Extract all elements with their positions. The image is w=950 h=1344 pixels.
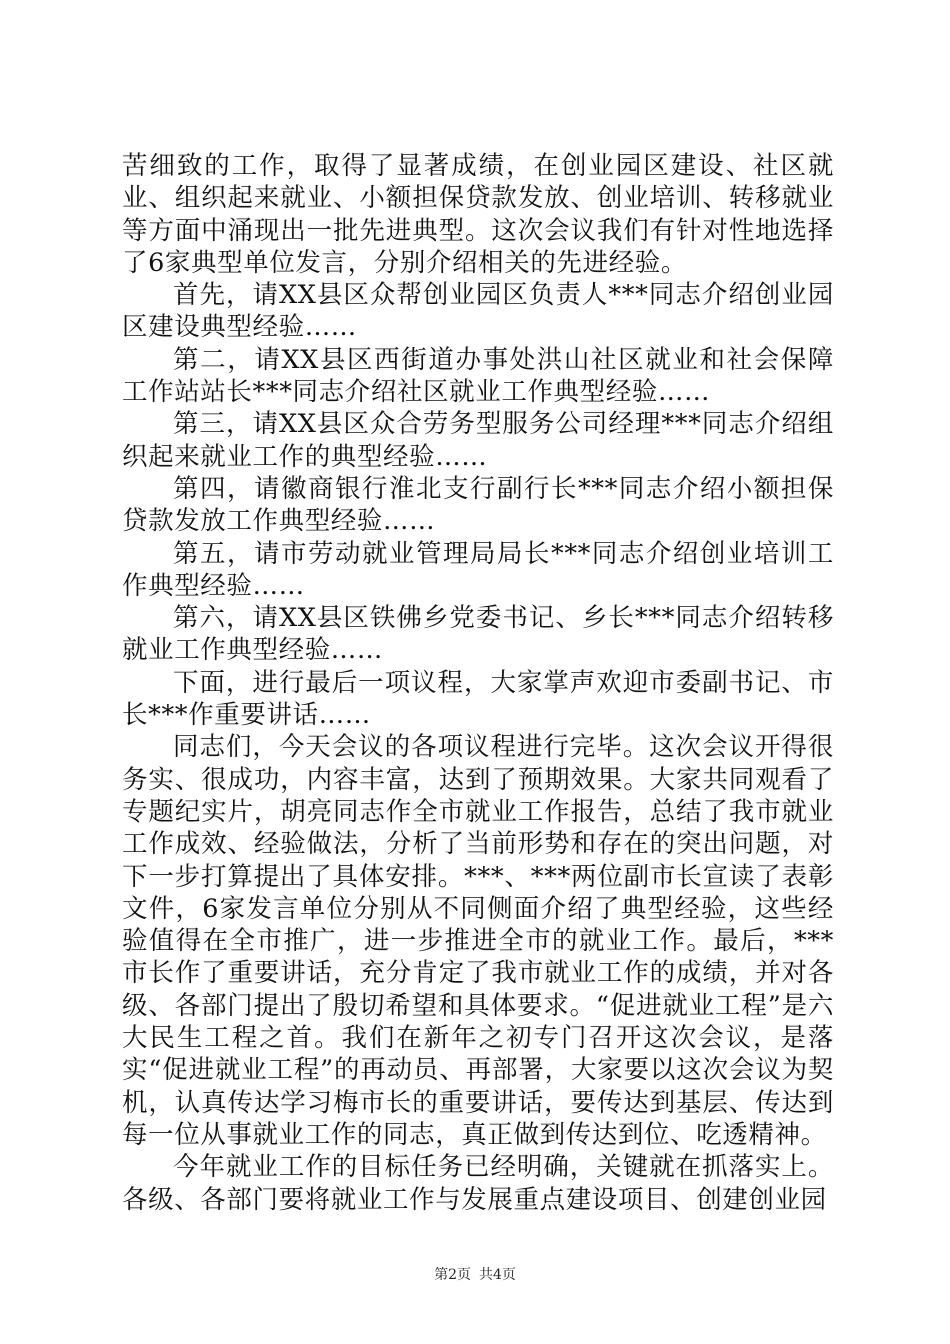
paragraph-sixth-speaker: 第六，请XX县区铁佛乡党委书记、乡长***同志介绍转移就业工作典型经验…… <box>122 603 834 666</box>
paragraph-second-speaker: 第二，请XX县区西街道办事处洪山社区就业和社会保障工作站站长***同志介绍社区就业工作典型经验…… <box>122 344 834 408</box>
paragraph-final-agenda: 下面，进行最后一项议程，大家掌声欢迎市委副书记、市长***作重要讲话…… <box>122 667 834 731</box>
paragraph-third-speaker: 第三，请XX县区众合劳务型服务公司经理***同志介绍组织起来就业工作的典型经验…… <box>122 409 834 472</box>
paragraph-fifth-speaker: 第五，请市劳动就业管理局局长***同志介绍创业培训工作典型经验…… <box>122 538 834 601</box>
page-total: 共4页 <box>479 1267 516 1283</box>
paragraph-fourth-speaker: 第四，请徽商银行淮北支行副行长***同志介绍小额担保贷款发放工作典型经验…… <box>122 473 834 537</box>
paragraph-implementation: 今年就业工作的目标任务已经明确，关键就在抓落实上。各级、各部门要将就业工作与发展重点建设项目、创建创业园 <box>122 1152 834 1215</box>
page-number: 第2页 <box>434 1267 471 1283</box>
paragraph-continuation: 苦细致的工作，取得了显著成绩，在创业园区建设、社区就业、组织起来就业、小额担保贷款发放、创业培训、转移就业等方面中涌现出一批先进典型。这次会议我们有针对性地选择了6家典型单位发言，分别介绍相关的先进经验。 <box>122 151 834 278</box>
page-footer <box>0 1264 950 1284</box>
paragraph-summary: 同志们，今天会议的各项议程进行完毕。这次会议开得很务实、很成功，内容丰富，达到了预期效果。大家共同观看了专题纪实片，胡亮同志作全市就业工作报告，总结了我市就业工作成效、经验做法，分析了当前形势和存在的突出问题，对下一步打算提出了具体安排。***、***两位副市长宣读了表彰文件，6家发言单位分别从不同侧面介绍了典型经验，这些经验值得在全市推广，进一步推进全市的就业工作。最后，***市长作了重要讲话，充分肯定了我市就业工作的成绩，并对各级、各部门提出了殷切希望和具体要求。“促进就业工程”是六大民生工程之首。我们在新年之初专门召开这次会议，是落实“促进就业工程”的再动员、再部署，大家要以这次会议为契机，认真传达学习梅市长的重要讲话，要传达到基层、传达到每一位从事就业工作的同志，真正做到传达到位、吃透精神。 <box>122 732 834 1150</box>
document-body <box>122 150 834 1216</box>
paragraph-first-speaker: 首先，请XX县区众帮创业园区负责人***同志介绍创业园区建设典型经验…… <box>122 280 834 343</box>
